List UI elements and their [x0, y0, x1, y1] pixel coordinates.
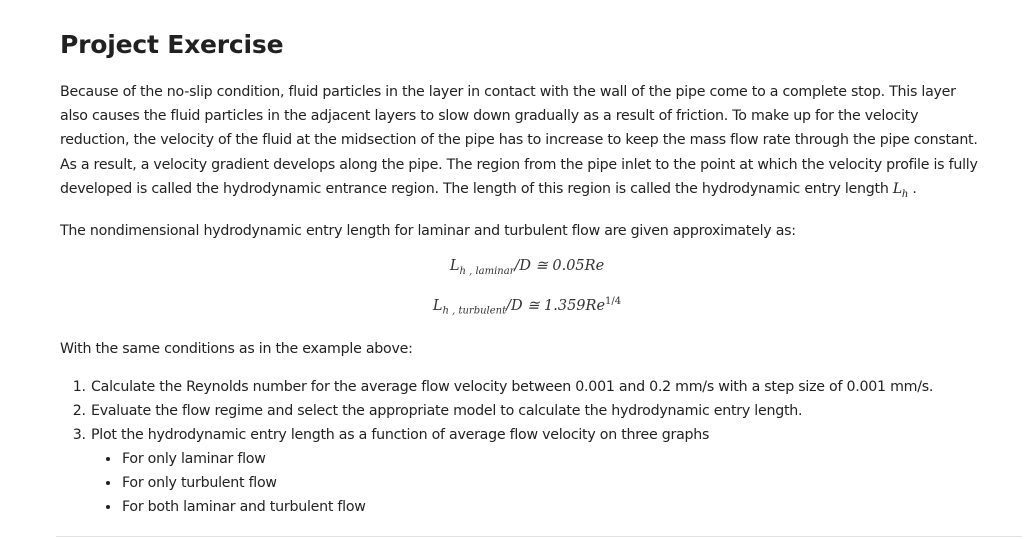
task-item [90, 423, 933, 519]
turbulent-eq-rest: /D ≅ 1.359Re [506, 297, 606, 314]
nondim-paragraph: The nondimensional hydrodynamic entry length for laminar and turbulent flow are given approximately as: [60, 223, 796, 239]
entry-length-symbol-sub: h [901, 188, 909, 200]
task-text: Calculate the Reynolds number for the average flow velocity between 0.001 and 0.2 mm/s with a step size of 0.001 mm/s. [91, 379, 934, 395]
intro-text: Because of the no-slip condition, fluid particles in the layer in contact with the wall of the pipe come to a complete stop. This layer also causes the fluid particles in the adjacent layers to slow down gradually as a result of friction. To make up for the velocity reduction, the velocity of the fluid at the midsection of the pipe has to increase to keep the mass flow rate through the pipe constant. As a result, a velocity gradient develops along the pipe. The region from the pipe inlet to the point at which the velocity profile is fully developed is called the hydrodynamic entrance region. The length of this region is called the hydrodynamic entry length [60, 84, 978, 197]
intro-paragraph [60, 80, 978, 207]
entry-length-symbol [892, 180, 909, 200]
subtask-list [91, 447, 933, 519]
turbulent-equation [60, 296, 994, 317]
subtask-item: • For only laminar flow [121, 447, 933, 471]
entry-length-symbol-base: L [892, 180, 902, 197]
turbulent-eq-sub: h , turbulent [442, 305, 507, 317]
bottom-divider [56, 536, 1022, 537]
conditions-paragraph: With the same conditions as in the example above: [60, 341, 413, 357]
task-item [90, 399, 933, 423]
laminar-equation [60, 258, 994, 277]
task-text: Plot the hydrodynamic entry length as a function of average flow velocity on three graphs [91, 427, 710, 443]
subtask-item: • For both laminar and turbulent flow [121, 495, 933, 519]
laminar-eq-sub: h , laminar [459, 265, 515, 277]
turbulent-eq-sup: 1/4 [605, 296, 622, 307]
intro-end: . [908, 180, 917, 197]
page-title: Project Exercise [60, 30, 284, 59]
laminar-eq-base: L [449, 258, 460, 274]
task-text: Evaluate the flow regime and select the appropriate model to calculate the hydrodynamic entry length. [91, 403, 803, 419]
turbulent-eq-base: L [432, 297, 443, 314]
subtask-item: • For only turbulent flow [121, 471, 933, 495]
task-list [60, 375, 933, 519]
task-item [90, 375, 933, 399]
laminar-eq-rest: /D ≅ 0.05Re [514, 258, 605, 274]
